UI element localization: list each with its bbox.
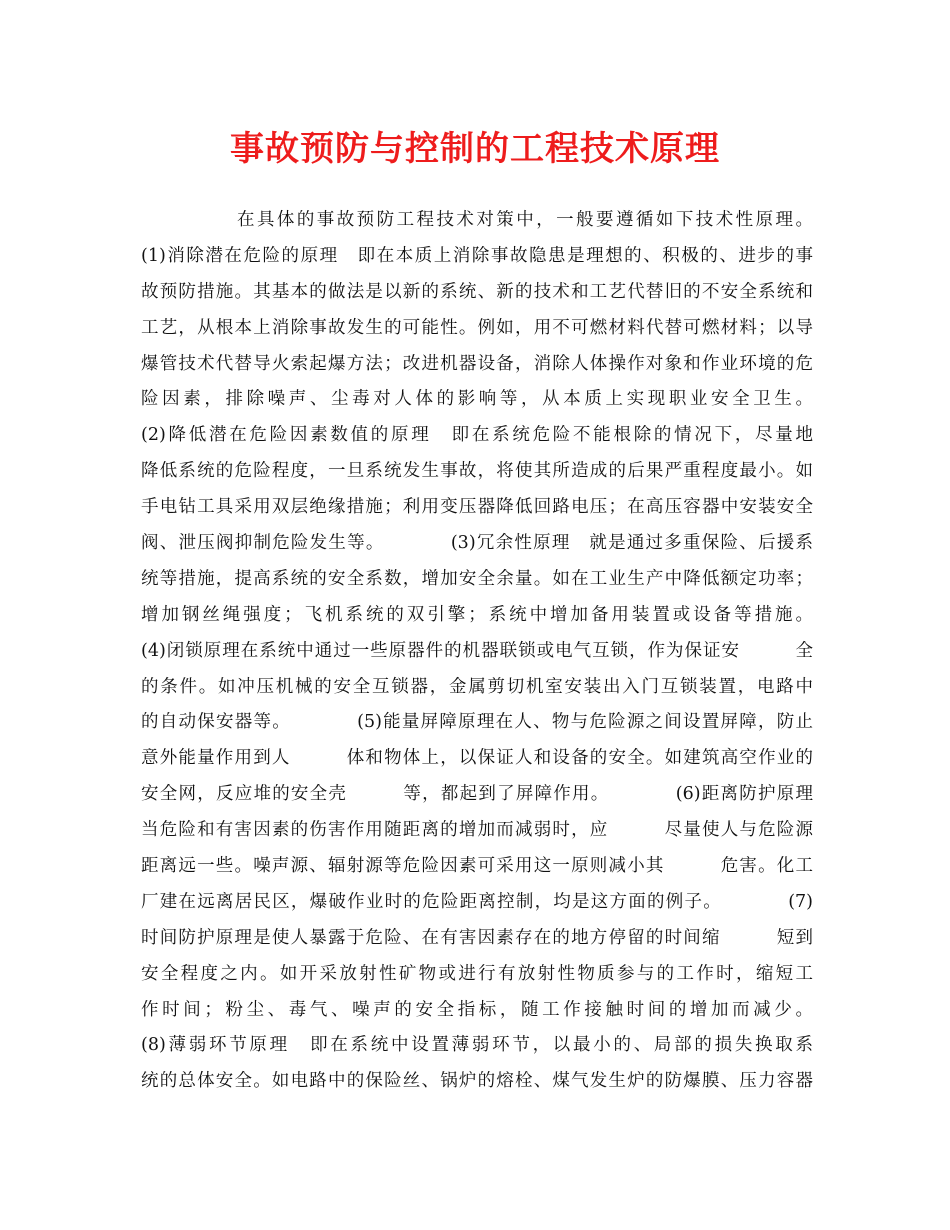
body-line: 手电钻工具采用双层绝缘措施；利用变压器降低回路电压；在高压容器中安装安全 bbox=[141, 497, 813, 518]
body-line: 意外能量作用到人 体和物体上，以保证人和设备的安全。如建筑高空作业的 bbox=[141, 748, 813, 769]
body-line: 降低系统的危险程度，一旦系统发生事故，将使其所造成的后果严重程度最小。如 bbox=[141, 461, 813, 482]
body-line: 的自动保安器等。 (5)能量屏障原理在人、物与危险源之间设置屏障，防止 bbox=[141, 712, 813, 733]
body-line: 统等措施，提高系统的安全系数，增加安全余量。如在工业生产中降低额定功率； bbox=[141, 568, 813, 589]
document-title: 事故预防与控制的工程技术原理 bbox=[230, 129, 720, 169]
document-body bbox=[141, 203, 813, 1100]
body-line: 故预防措施。其基本的做法是以新的系统、新的技术和工艺代替旧的不安全系统和 bbox=[141, 281, 813, 302]
body-line: 爆管技术代替导火索起爆方法；改进机器设备，消除人体操作对象和作业环境的危 bbox=[141, 353, 813, 374]
body-line: 的条件。如冲压机械的安全互锁器，金属剪切机室安装出入门互锁装置，电路中 bbox=[141, 676, 813, 697]
body-line: 增加钢丝绳强度；飞机系统的双引擎；系统中增加备用装置或设备等措施。 bbox=[141, 604, 813, 625]
body-line: 距离远一些。噪声源、辐射源等危险因素可采用这一原则减小其 危害。化工 bbox=[141, 856, 813, 877]
body-line: (8)薄弱环节原理 即在系统中设置薄弱环节，以最小的、局部的损失换取系 bbox=[141, 1035, 813, 1056]
body-line: 阀、泄压阀抑制危险发生等。 (3)冗余性原理 就是通过多重保险、后援系 bbox=[141, 533, 813, 554]
body-line: 时间防护原理是使人暴露于危险、在有害因素存在的地方停留的时间缩 短到 bbox=[141, 927, 813, 948]
body-line: 在具体的事故预防工程技术对策中，一般要遵循如下技术性原理。 bbox=[237, 210, 813, 230]
body-line: 统的总体安全。如电路中的保险丝、锅炉的熔栓、煤气发生炉的防爆膜、压力容器 bbox=[141, 1071, 813, 1092]
body-line: (1)消除潜在危险的原理 即在本质上消除事故隐患是理想的、积极的、进步的事 bbox=[141, 245, 813, 266]
body-line: 安全网，反应堆的安全壳 等，都起到了屏障作用。 (6)距离防护原理 bbox=[141, 784, 813, 805]
body-line: 险因素，排除噪声、尘毒对人体的影响等，从本质上实现职业安全卫生。 bbox=[141, 389, 813, 410]
body-line: (4)闭锁原理在系统中通过一些原器件的机器联锁或电气互锁，作为保证安 全 bbox=[141, 640, 813, 661]
body-line: (2)降低潜在危险因素数值的原理 即在系统危险不能根除的情况下，尽量地 bbox=[141, 425, 813, 446]
body-line: 工艺，从根本上消除事故发生的可能性。例如，用不可燃材料代替可燃材料；以导 bbox=[141, 317, 813, 338]
body-line: 安全程度之内。如开采放射性矿物或进行有放射性物质参与的工作时，缩短工 bbox=[141, 963, 813, 984]
body-line: 当危险和有害因素的伤害作用随距离的增加而减弱时，应 尽量使人与危险源 bbox=[141, 820, 813, 841]
body-line: 厂建在远离居民区，爆破作业时的危险距离控制，均是这方面的例子。 (7) bbox=[141, 891, 813, 912]
body-line: 作时间；粉尘、毒气、噪声的安全指标，随工作接触时间的增加而减少。 bbox=[141, 999, 813, 1020]
